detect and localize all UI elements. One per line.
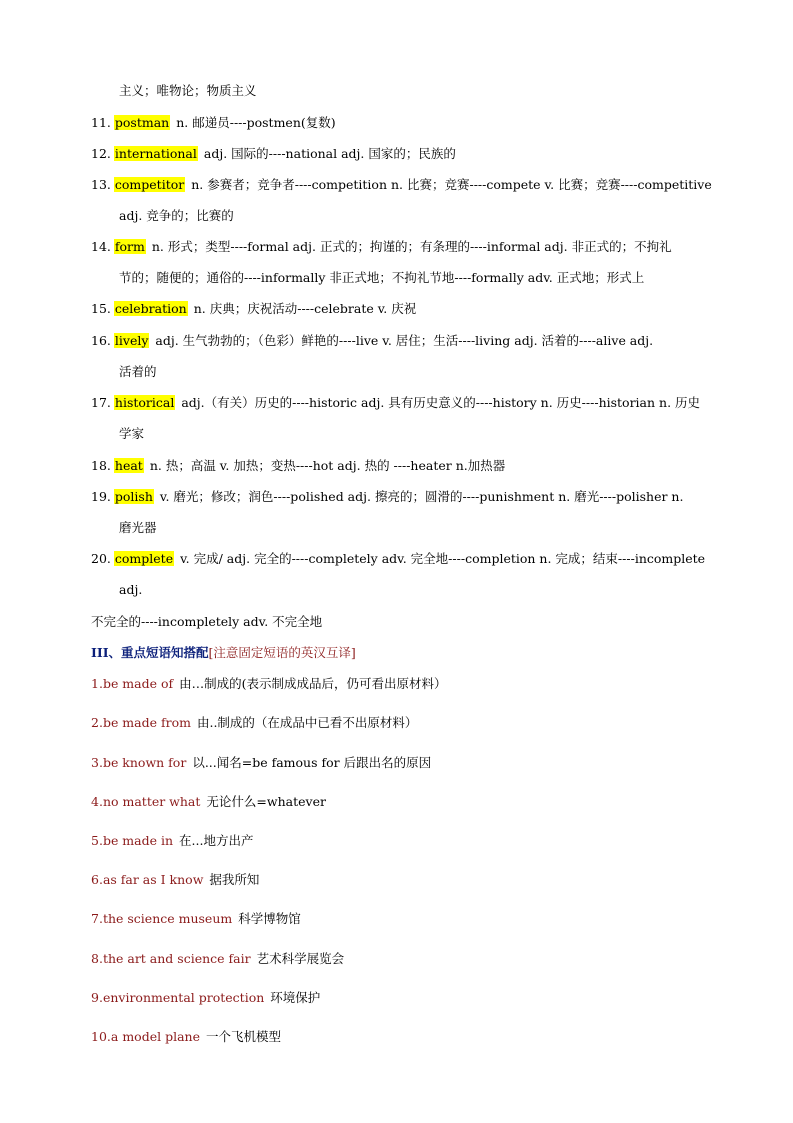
phrase-item: 7.the science museum 科学博物馆 xyxy=(91,911,301,926)
section-heading xyxy=(91,644,356,662)
phrase-zh: 以...闻名=be famous for 后跟出名的原因 xyxy=(192,755,432,770)
phrase-zh: 环境保护 xyxy=(270,990,321,1005)
vocab-item-continuation: 节的；随便的；通俗的----informally 非正式地；不拘礼节地----formally adv. 正式地；形式上 xyxy=(119,270,645,285)
vocab-item-continuation: adj. 竞争的；比赛的 xyxy=(119,208,234,223)
phrase-zh: 在...地方出产 xyxy=(179,833,254,848)
phrase-zh: 艺术科学展览会 xyxy=(256,951,345,966)
phrase-en: be made from xyxy=(102,715,191,730)
phrase-item: 8.the art and science fair 艺术科学展览会 xyxy=(91,951,345,966)
section-note: [注意固定短语的英汉互译] xyxy=(208,645,356,660)
phrase-en: the science museum xyxy=(102,911,233,926)
vocab-word: celebration xyxy=(114,301,187,316)
vocab-item: 18. heat n. 热；高温 v. 加热；变热----hot adj. 热的 ----heater n.加热器 xyxy=(91,458,506,473)
phrase-item: 4.no matter what 无论什么=whatever xyxy=(91,794,326,809)
phrase-item: 6.as far as I know 据我所知 xyxy=(91,872,260,887)
phrase-zh: 据我所知 xyxy=(209,872,260,887)
vocab-item-continuation: 活着的 xyxy=(119,364,157,379)
phrase-en: no matter what xyxy=(102,794,201,809)
vocab-item: 15. celebration n. 庆典；庆祝活动----celebrate v. 庆祝 xyxy=(91,301,417,316)
vocab-item: 12. international adj. 国际的----national adj. 国家的；民族的 xyxy=(91,146,456,161)
phrase-zh: 由..制成的（在成品中已看不出原材料） xyxy=(196,715,418,730)
vocab-word: postman xyxy=(114,115,170,130)
phrase-item: 9.environmental protection 环境保护 xyxy=(91,990,321,1005)
phrase-en: environmental protection xyxy=(102,990,265,1005)
vocab-item: 19. polish v. 磨光；修改；润色----polished adj. 擦亮的；圆滑的----punishment n. 磨光----polisher n. xyxy=(91,489,684,504)
vocab-word: polish xyxy=(114,489,153,504)
phrase-en: the art and science fair xyxy=(102,951,251,966)
vocab-word: heat xyxy=(114,458,143,473)
vocab-tail: 不完全的----incompletely adv. 不完全地 xyxy=(91,614,323,629)
phrase-en: be known for xyxy=(102,755,187,770)
phrase-item: 10.a model plane 一个飞机模型 xyxy=(91,1029,281,1044)
phrase-item: 1.be made of 由…制成的(表示制成成品后，仍可看出原材料） xyxy=(91,676,447,691)
phrase-item: 5.be made in 在...地方出产 xyxy=(91,833,254,848)
phrase-item: 2.be made from 由..制成的（在成品中已看不出原材料） xyxy=(91,715,418,730)
section-title: III、重点短语知搭配 xyxy=(91,645,209,660)
phrase-en: be made in xyxy=(102,833,174,848)
vocab-word: lively xyxy=(114,333,149,348)
vocab-item-continuation: 学家 xyxy=(119,426,145,441)
vocab-item-continuation: adj. xyxy=(119,582,143,597)
vocab-item: 11. postman n. 邮递员----postmen(复数) xyxy=(91,115,336,130)
vocab-word: international xyxy=(114,146,197,161)
phrase-en: as far as I know xyxy=(102,872,204,887)
vocab-word: historical xyxy=(114,395,175,410)
vocab-item-continuation: 磨光器 xyxy=(119,520,157,535)
vocab-item: 16. lively adj. 生气勃勃的；（色彩）鲜艳的----live v. 居住；生活----living adj. 活着的----alive adj. xyxy=(91,333,654,348)
phrase-en: a model plane xyxy=(110,1029,200,1044)
vocab-item: 13. competitor n. 参赛者；竞争者----competition n. 比赛；竞赛----compete v. 比赛；竞赛----competitive xyxy=(91,177,712,192)
vocab-item: 14. form n. 形式；类型----formal adj. 正式的；拘谨的；有条理的----informal adj. 非正式的；不拘礼 xyxy=(91,239,672,254)
phrase-zh: 一个飞机模型 xyxy=(205,1029,281,1044)
phrase-zh: 由…制成的(表示制成成品后，仍可看出原材料） xyxy=(179,676,447,691)
vocab-word: form xyxy=(114,239,145,254)
vocab-word: competitor xyxy=(114,177,185,192)
vocab-continuation: 主义；唯物论；物质主义 xyxy=(119,83,257,98)
phrase-zh: 科学博物馆 xyxy=(238,911,301,926)
phrase-en: be made of xyxy=(102,676,174,691)
phrase-item: 3.be known for 以...闻名=be famous for 后跟出名的原因 xyxy=(91,755,432,770)
vocab-word: complete xyxy=(114,551,174,566)
vocab-item: 20. complete v. 完成/ adj. 完全的----completely adv. 完全地----completion n. 完成；结束----incomplete xyxy=(91,551,706,566)
phrase-zh: 无论什么=whatever xyxy=(206,794,326,809)
vocab-item: 17. historical adj.（有关）历史的----historic adj. 具有历史意义的----history n. 历史----historian n. 历史 xyxy=(91,395,701,410)
